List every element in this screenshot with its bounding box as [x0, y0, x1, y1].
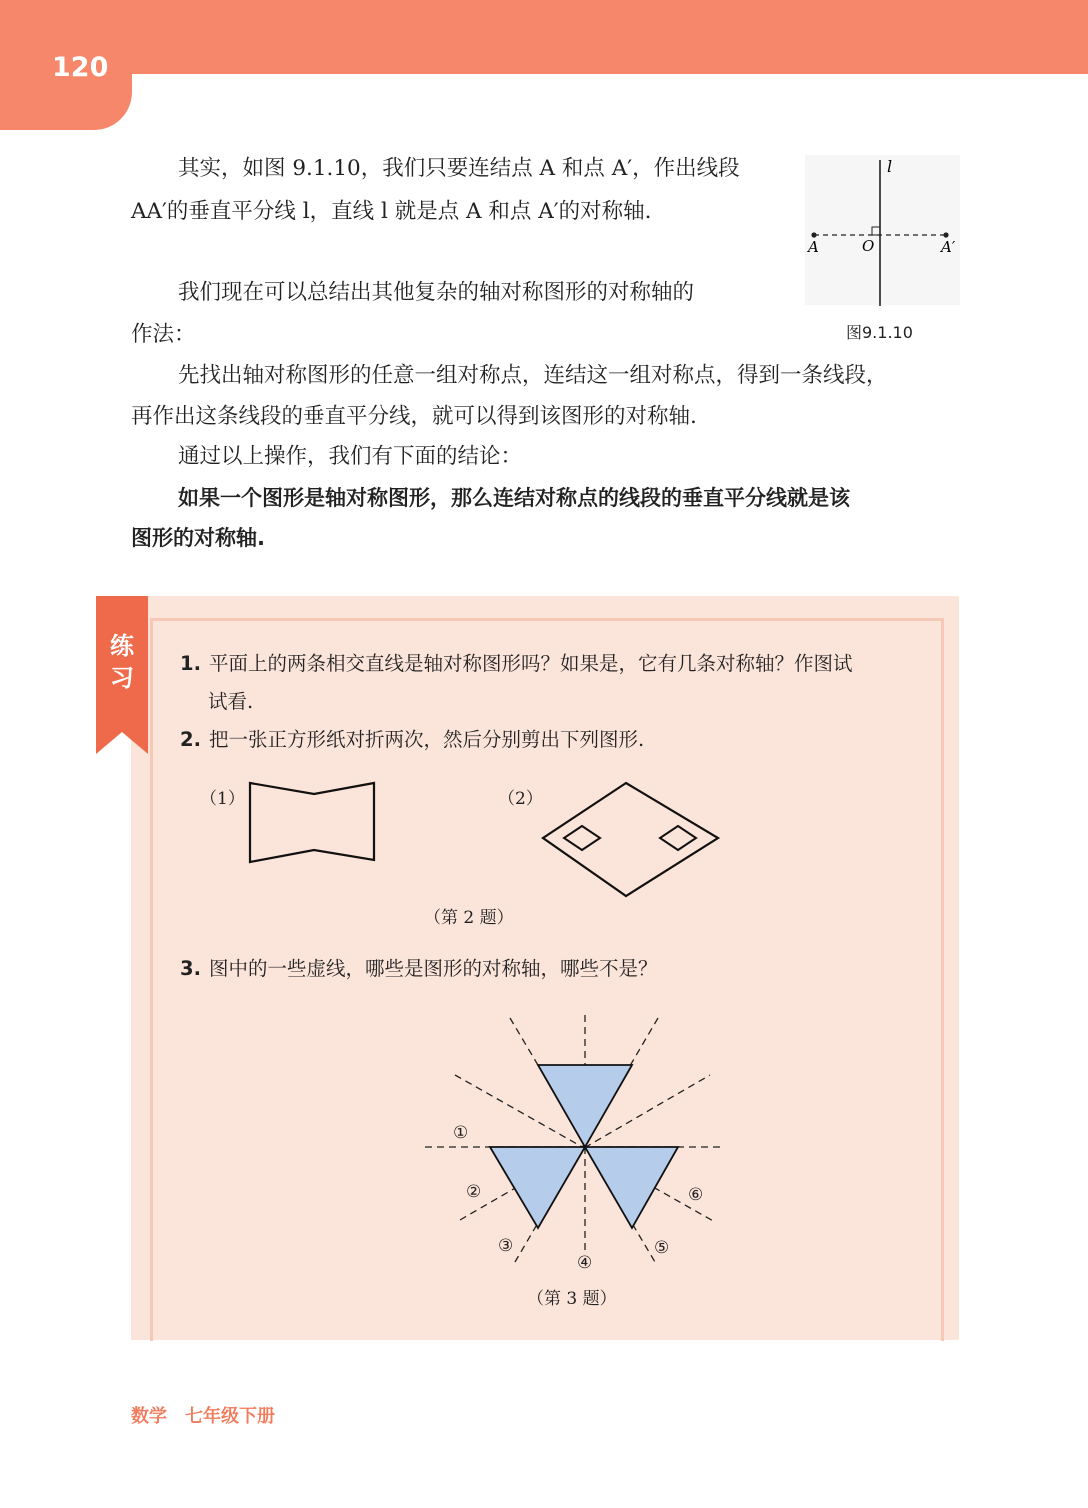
para3-line1: 先找出轴对称图形的任意一组对称点，连结这一组对称点，得到一条线段，	[178, 363, 888, 388]
figure-9-1-10-caption: 图9.1.10	[846, 323, 913, 342]
line-label-6: ⑥	[688, 1185, 704, 1205]
conclusion-line1: 如果一个图形是轴对称图形，那么连结对称点的线段的垂直平分线就是该	[178, 486, 850, 510]
conclusion-line2: 图形的对称轴.	[131, 526, 265, 550]
q3-triangles	[490, 1065, 678, 1228]
footer-grade: 七年级下册	[185, 1406, 275, 1427]
para4: 通过以上操作，我们有下面的结论：	[178, 444, 523, 469]
question-1-text: 平面上的两条相交直线是轴对称图形吗？如果是，它有几条对称轴？作图试	[208, 652, 853, 675]
triangle-top	[538, 1065, 632, 1147]
q3-figure	[420, 1010, 730, 1280]
question-1-line2: 试看.	[208, 690, 254, 713]
triangle-right	[585, 1147, 678, 1228]
question-3	[180, 950, 658, 988]
q2-figure2-label: （2）	[498, 789, 543, 809]
exercise-flag-label: 练习	[110, 632, 134, 692]
line-label-2: ②	[466, 1182, 482, 1202]
question-2-number: 2.	[180, 728, 201, 751]
line-label-5: ⑤	[654, 1238, 670, 1258]
question-3-text: 图中的一些虚线，哪些是图形的对称轴，哪些不是？	[208, 957, 658, 980]
para2-line2: 作法：	[131, 322, 196, 347]
para1-line1: 其实，如图 9.1.10，我们只要连结点 A 和点 A′，作出线段	[178, 156, 740, 181]
q2-figure2-diamond	[538, 778, 728, 904]
figure-bg	[805, 155, 960, 305]
footer-subject: 数学	[131, 1406, 167, 1427]
para1-line2: AA′的垂直平分线 l，直线 l 就是点 A 和点 A′的对称轴.	[131, 199, 652, 224]
label-A: A	[808, 238, 819, 256]
q3-dashed-lines	[425, 1015, 720, 1262]
question-2-text: 把一张正方形纸对折两次，然后分别剪出下列图形.	[208, 728, 645, 751]
label-O: O	[862, 237, 875, 255]
para3-line2: 再作出这条线段的垂直平分线，就可以得到该图形的对称轴.	[131, 404, 697, 429]
page-number: 120	[52, 52, 109, 83]
q3-caption: （第 3 题）	[527, 1289, 617, 1309]
q2-figure1-label: （1）	[200, 789, 245, 809]
triangle-left	[490, 1147, 585, 1228]
line-label-3: ③	[498, 1236, 514, 1256]
label-A-prime: A′	[941, 238, 956, 256]
point-A-prime	[943, 232, 948, 237]
question-3-number: 3.	[180, 957, 201, 980]
question-1-line1	[180, 645, 853, 683]
line-label-4: ④	[577, 1253, 593, 1273]
figure-9-1-10	[800, 150, 970, 320]
footer	[131, 1402, 293, 1428]
header-bar	[0, 0, 1088, 74]
question-2	[180, 721, 644, 759]
q2-figure1-bowtie	[244, 778, 384, 868]
question-1-number: 1.	[180, 652, 201, 675]
para2-line1: 我们现在可以总结出其他复杂的轴对称图形的对称轴的	[178, 280, 695, 305]
label-l: l	[887, 157, 893, 176]
q2-caption: （第 2 题）	[424, 908, 514, 928]
line-label-1: ①	[453, 1123, 469, 1143]
point-A	[811, 232, 816, 237]
